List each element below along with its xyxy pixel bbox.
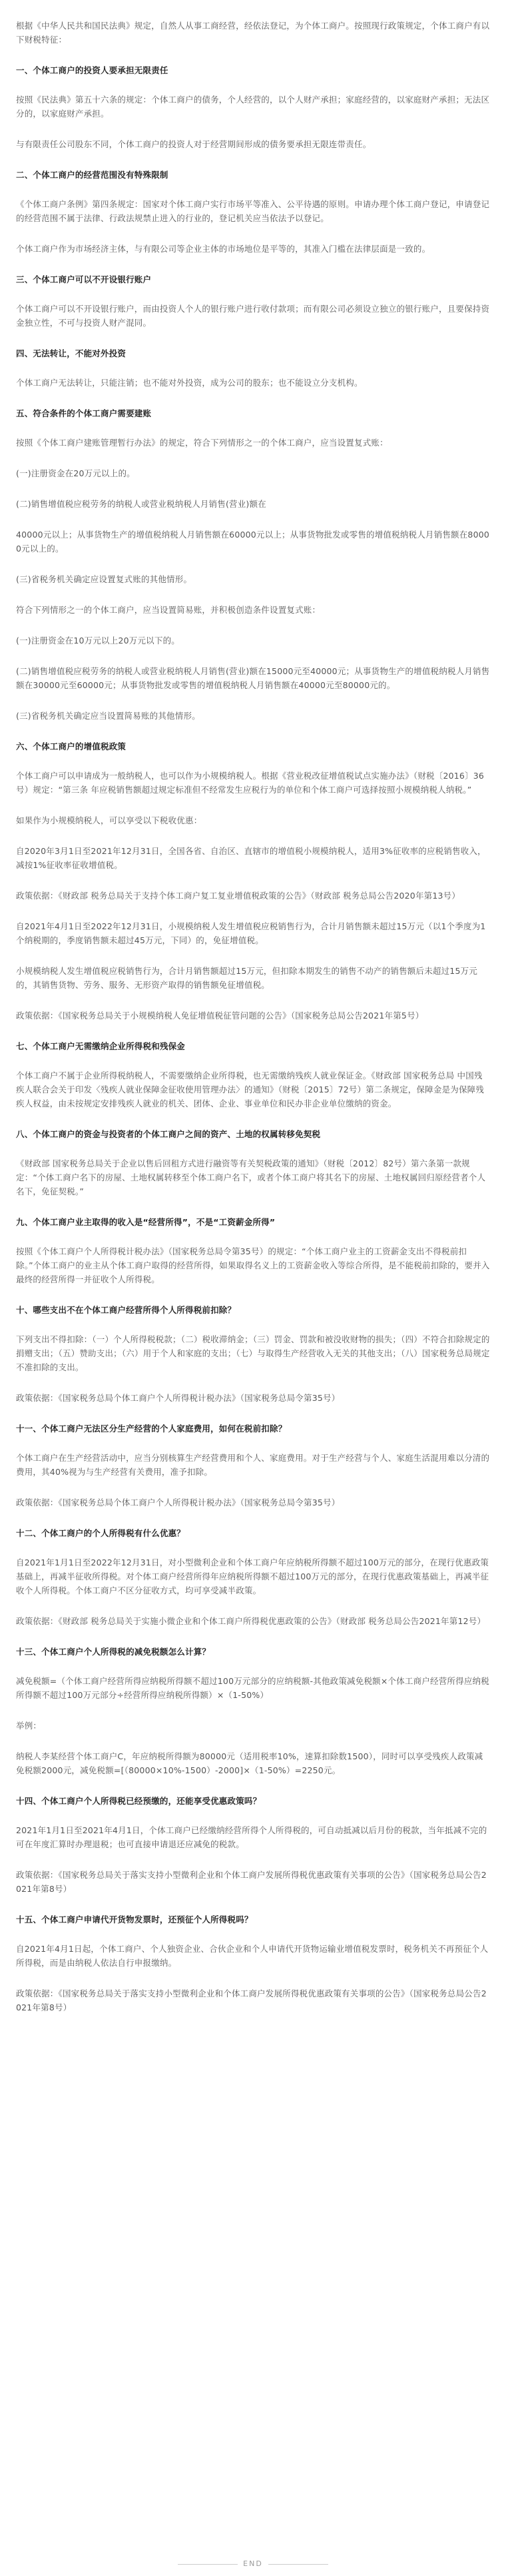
paragraph: 自2021年4月1日至2022年12月31日，小规模纳税人发生增值税应税销售行为，合计月销售额未超过15万元（以1个季度为1个纳税期的，季度销售额未超过45万元，下同）的，免征增值税。 [16,921,486,945]
paragraph: 举例： [16,1721,42,1731]
section-heading: 十二、个体工商户的个人所得税有什么优惠？ [16,1528,186,1538]
section-heading: 一、个体工商户的投资人要承担无限责任 [16,65,168,75]
paragraph: 政策依据：《财政部 税务总局关于实施小微企业和个体工商户所得税优惠政策的公告》（财政部 税务总局公告2021年第12号） [16,1616,486,1626]
paragraph: 个体工商户无法转让，只能注销；也不能对外投资，成为公司的股东；也不能设立分支机构。 [16,378,363,388]
paragraph: 自2021年1月1日至2022年12月31日，对小型微利企业和个体工商户年应纳税所得额不超过100万元的部分，在现行优惠政策基础上，再减半征收所得税。对个体工商户经营所得年应纳税所得额不超过100万元的部分，在现行优惠政策基础上，再减半征收个人所得税。个体工商户不区分征收方式，均可享受减半政策。 [16,1557,489,1595]
paragraph: (三)省税务机关确定应当设置简易账的其他情形。 [16,711,200,721]
section-heading: 二、个体工商户的经营范围没有特殊限制 [16,170,168,180]
paragraph: 《财政部 国家税务总局关于企业以售后回租方式进行融资等有关契税政策的通知》（财税〔2012〕82号）第六条第一款规定：“个体工商户名下的房屋、土地权属转移至个体工商户名下，或者个体工商户将其名下的房屋、土地权属回归原经营者个人名下，免征契税。” [16,1158,486,1196]
paragraph: 政策依据：《国家税务总局关于落实支持小型微利企业和个体工商户发展所得税优惠政策有关事项的公告》（国家税务总局公告2021年第8号） [16,1870,487,1894]
paragraph: 减免税额=（个体工商户经营所得应纳税所得额不超过100万元部分的应纳税额-其他政策减免税额×个体工商户经营所得应纳税所得额不超过100万元部分÷经营所得应纳税所得额）×（1-50%） [16,1676,489,1700]
section-heading: 七、个体工商户无需缴纳企业所得税和残保金 [16,1041,186,1051]
divider [178,2564,238,2565]
paragraph: 按照《民法典》第五十六条的规定：个体工商户的债务，个人经营的，以个人财产承担；家庭经营的，以家庭财产承担；无法区分的，以家庭财产承担。 [16,95,490,119]
section-heading: 三、个体工商户可以不开设银行账户 [16,274,152,284]
section-heading: 八、个体工商户的资金与投资者的个体工商户之间的资产、土地的权属转移免契税 [16,1129,321,1139]
paragraph: 政策依据：《国家税务总局关于落实支持小型微利企业和个体工商户发展所得税优惠政策有关事项的公告》（国家税务总局公告2021年第8号） [16,1988,487,2012]
paragraph: (二)销售增值税应税劳务的纳税人或营业税纳税人月销售(营业)额在 [16,499,266,509]
paragraph: 个体工商户作为市场经济主体，与有限公司等企业主体的市场地位是平等的，其准入门槛在法律层面是一致的。 [16,244,431,254]
section-heading: 十一、个体工商户无法区分生产经营的个人家庭费用，如何在税前扣除？ [16,1424,287,1434]
paragraph: 政策依据：《国家税务总局关于小规模纳税人免征增值税征管问题的公告》（国家税务总局公告2021年第5号） [16,1011,424,1021]
section-heading: 十、哪些支出不在个体工商户经营所得个人所得税前扣除？ [16,1305,236,1315]
divider [268,2564,328,2565]
paragraph: 小规模纳税人发生增值税应税销售行为，合计月销售额超过15万元，但扣除本期发生的销售不动产的销售额后未超过15万元的，其销售货物、劳务、服务、无形资产取得的销售额免征增值税。 [16,966,478,990]
paragraph: 2021年1月1日至2021年4月1日，个体工商户已经缴纳经营所得个人所得税的，可自动抵减以后月份的税款，当年抵减不完的可在年度汇算时办理退税；也可直接申请退还应减免的税款。 [16,1825,487,1849]
paragraph: 下列支出不得扣除：（一）个人所得税税款；（二）税收滞纳金；（三）罚金、罚款和被没收财物的损失；（四）不符合扣除规定的捐赠支出；（五）赞助支出；（六）用于个人和家庭的支出；（七）与取得生产经营收入无关的其他支出；（八）国家税务总局规定不准扣除的支出。 [16,1334,490,1372]
paragraph: 按照《个体工商户建账管理暂行办法》的规定，符合下列情形之一的个体工商户，应当设置复式账： [16,438,388,448]
section-heading: 六、个体工商户的增值税政策 [16,741,126,751]
paragraph: (一)注册资金在10万元以上20万元以下的。 [16,636,180,645]
end-label: END [243,2559,263,2568]
paragraph: (三)省税务机关确定应设置复式账的其他情形。 [16,574,192,584]
paragraph: 自2021年4月1日起，个体工商户、个人独资企业、合伙企业和个人申请代开货物运输业增值税发票时，税务机关不再预征个人所得税，而是由纳税人依法自行申报缴纳。 [16,1944,489,1968]
section-heading: 十四、个体工商户个人所得税已经预缴的，还能享受优惠政策吗？ [16,1796,262,1806]
section-heading: 十五、个体工商户申请代开货物发票时，还预征个人所得税吗？ [16,1915,253,1925]
intro-paragraph: 根据《中华人民共和国民法典》规定，自然人从事工商经营，经依法登记，为个体工商户。按照现行政策规定，个体工商户有以下财税特征： [16,21,490,45]
paragraph: 个体工商户在生产经营活动中，应当分别核算生产经营费用和个人、家庭费用。对于生产经营与个人、家庭生活混用难以分清的费用，其40%视为与生产经营有关费用，准予扣除。 [16,1453,490,1477]
section-heading: 四、无法转让，不能对外投资 [16,348,126,358]
paragraph: 政策依据：《国家税务总局个体工商户个人所得税计税办法》（国家税务总局令第35号） [16,1498,340,1507]
section-heading: 九、个体工商户业主取得的收入是“经营所得”，不是“工资薪金所得” [16,1217,276,1227]
paragraph: 政策依据：《国家税务总局个体工商户个人所得税计税办法》（国家税务总局令第35号） [16,1393,340,1403]
paragraph: 纳税人李某经营个体工商户C，年应纳税所得额为80000元（适用税率10%，速算扣除数1500），同时可以享受残疾人政策减免税额2000元，减免税额=[（80000×10%-1500）-2000]×（1-50%）=2250元。 [16,1751,483,1775]
paragraph: 政策依据：《财政部 税务总局关于支持个体工商户复工复业增值税政策的公告》（财政部 税务总局公告2020年第13号） [16,891,461,901]
paragraph: 《个体工商户条例》第四条规定：国家对个体工商户实行市场平等准入、公平待遇的原则。申请办理个体工商户登记，申请登记的经营范围不属于法律、行政法规禁止进入的行业的，登记机关应当依法予以登记。 [16,199,490,223]
paragraph: (二)销售增值税应税劳务的纳税人或营业税纳税人月销售(营业)额在15000元至40000元；从事货物生产的增值税纳税人月销售额在30000元至60000元；从事货物批发或零售的增值税纳税人月销售额在40000元至80000元的。 [16,666,490,690]
paragraph: 按照《个体工商户个人所得税计税办法》（国家税务总局令第35号）的规定：“个体工商户业主的工资薪金支出不得税前扣除。”个体工商户的业主从个体工商户取得的经营所得，如果取得名义上的工资薪金收入等综合所得，是不能税前扣除的，要并入最终的经营所得一并征收个人所得税。 [16,1246,490,1284]
end-mark [0,2559,506,2568]
paragraph: 与有限责任公司股东不同，个体工商户的投资人对于经营期间形成的债务要承担无限连带责任。 [16,139,372,149]
paragraph: 40000元以上；从事货物生产的增值税纳税人月销售额在60000元以上；从事货物批发或零售的增值税纳税人月销售额在80000元以上的。 [16,530,490,554]
paragraph: 如果作为小规模纳税人，可以享受以下税收优惠： [16,815,202,825]
paragraph: 个体工商户可以申请成为一般纳税人，也可以作为小规模纳税人。根据《营业税改征增值税试点实施办法》（财税〔2016〕36号）规定：“第三条 年应税销售额超过规定标准但不经常发生应税行为的单位和个体工商户可选择按照小规模纳税人纳税。” [16,771,485,795]
paragraph: 符合下列情形之一的个体工商户，应当设置简易账，并积极创造条件设置复式账： [16,605,321,615]
paragraph: 自2020年3月1日至2021年12月31日，全国各省、自治区、直辖市的增值税小规模纳税人，适用3%征收率的应税销售收入，减按1%征收率征收增值税。 [16,846,486,870]
section-heading: 十三、个体工商户个人所得税的减免税额怎么计算？ [16,1647,211,1657]
paragraph: 个体工商户不属于企业所得税纳税人，不需要缴纳企业所得税，也无需缴纳残疾人就业保证金。《财政部 国家税务总局 中国残疾人联合会关于印发〈残疾人就业保障金征收使用管理办法〉的通知》（财税〔2015〕72号）第二条规定，保障金是为保障残疾人权益，由未按规定安排残疾人就业的机关、团体、企业、事业单位和民办非企业单位缴纳的资金。 [16,1071,485,1108]
paragraph: 个体工商户可以不开设银行账户，而由投资人个人的银行账户进行收付款项；而有限公司必须设立独立的银行账户，且要保持资金独立性，不可与投资人财产混同。 [16,304,490,328]
paragraph: (一)注册资金在20万元以上的。 [16,468,135,478]
section-heading: 五、符合条件的个体工商户需要建账 [16,408,152,418]
